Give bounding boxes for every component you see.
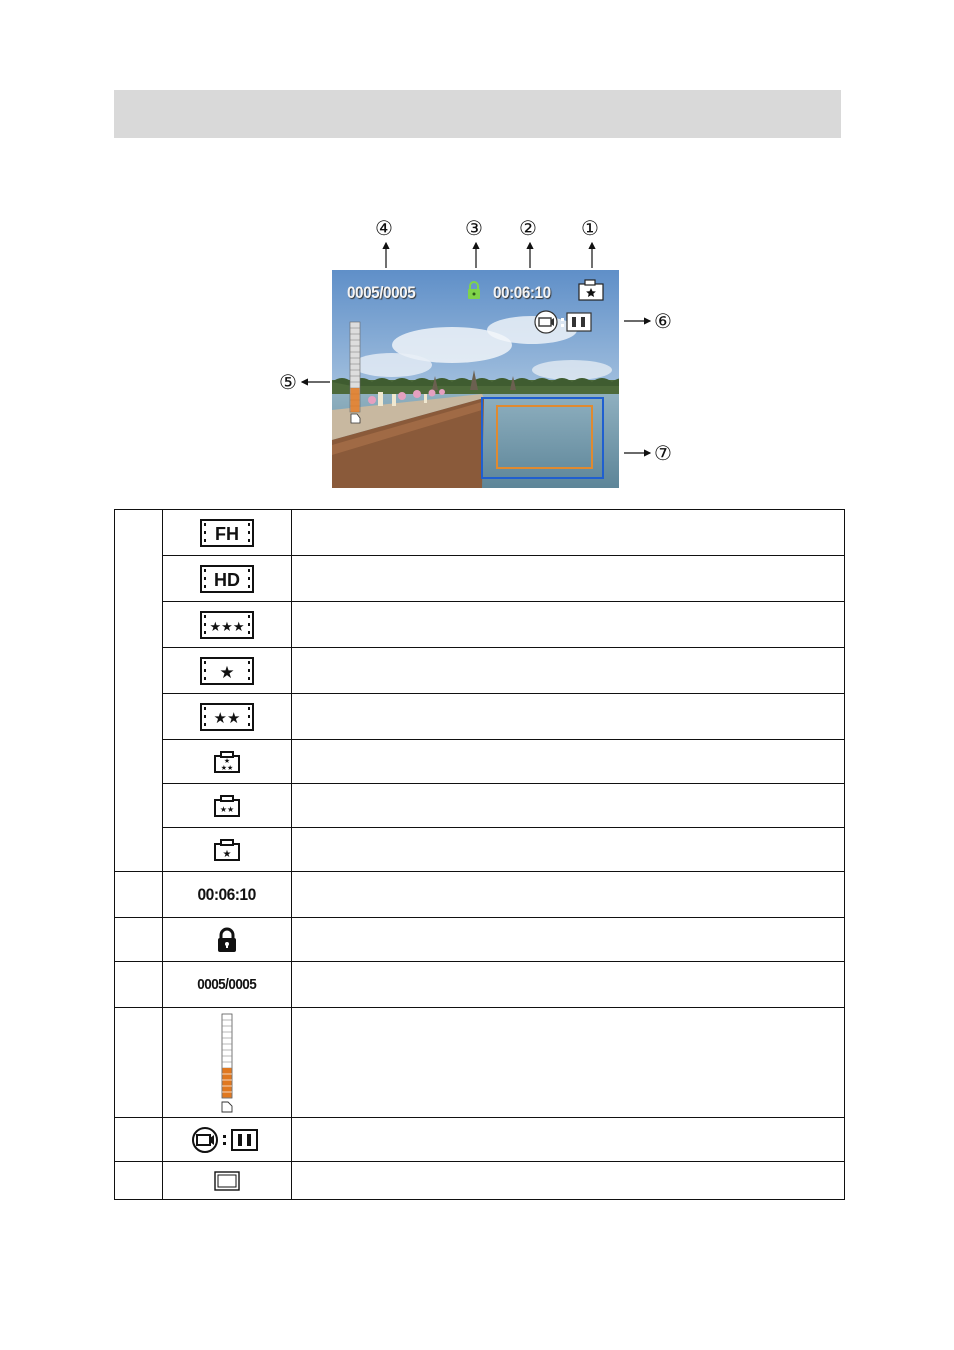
recording-time-label: 00:06:10	[197, 884, 257, 904]
camcorder-screen-figure	[270, 210, 690, 500]
description-cell	[292, 1162, 845, 1200]
description-cell	[292, 784, 845, 828]
description-cell	[292, 648, 845, 694]
row-number-cell	[115, 1118, 163, 1162]
lock-icon	[216, 927, 238, 953]
icon-cell	[163, 694, 292, 740]
description-cell	[292, 510, 845, 556]
svg-text:HD: HD	[214, 569, 240, 590]
icon-cell	[163, 828, 292, 872]
description-cell	[292, 556, 845, 602]
film-hd-icon	[200, 565, 254, 593]
film-fh-icon	[200, 519, 254, 547]
osd-recording-time: 00:06:10	[493, 283, 551, 302]
svg-text:★: ★	[223, 756, 231, 765]
camera-three-star-icon	[213, 750, 241, 774]
svg-text:★★: ★★	[213, 708, 241, 727]
icon-cell	[163, 1162, 292, 1200]
icon-cell	[163, 962, 292, 1008]
icon-cell	[163, 510, 292, 556]
frame-rect-icon	[214, 1171, 240, 1191]
film-two-star-icon	[200, 703, 254, 731]
table-row	[115, 602, 845, 648]
row-number-cell	[115, 962, 163, 1008]
table-row	[115, 648, 845, 694]
osd-file-count: 0005/0005	[347, 283, 416, 302]
svg-text:★★★: ★★★	[209, 619, 245, 635]
row-number-cell	[115, 918, 163, 962]
icon-cell	[163, 602, 292, 648]
file-count-label: 0005/0005	[197, 975, 257, 993]
row-number-cell	[115, 1008, 163, 1118]
table-row	[115, 828, 845, 872]
description-cell	[292, 1118, 845, 1162]
description-cell	[292, 918, 845, 962]
svg-text:★★: ★★	[219, 804, 235, 814]
zoom-bar-icon	[219, 1013, 235, 1113]
table-row	[115, 872, 845, 918]
description-cell	[292, 872, 845, 918]
table-row	[115, 740, 845, 784]
callout-7: ⑦	[654, 441, 672, 465]
table-row	[115, 1162, 845, 1200]
callout-2: ②	[519, 216, 537, 240]
svg-text:FH: FH	[215, 523, 239, 544]
icon-cell	[163, 740, 292, 784]
svg-text:★★: ★★	[220, 763, 234, 772]
row-number-cell	[115, 1162, 163, 1200]
callout-1: ①	[581, 216, 599, 240]
table-row	[115, 556, 845, 602]
svg-text:★: ★	[219, 662, 235, 683]
camera-one-star-icon	[213, 838, 241, 862]
table-row	[115, 784, 845, 828]
callout-4: ④	[375, 216, 393, 240]
icon-cell	[163, 556, 292, 602]
icon-cell	[163, 648, 292, 694]
callout-6: ⑥	[654, 309, 672, 333]
camera-two-star-icon	[213, 794, 241, 818]
table-row	[115, 1118, 845, 1162]
video-pause-icon	[192, 1126, 262, 1154]
icon-cell	[163, 1118, 292, 1162]
icon-cell	[163, 872, 292, 918]
preview-screen	[332, 270, 619, 488]
description-cell	[292, 828, 845, 872]
icon-legend-table	[114, 509, 845, 1200]
film-one-star-icon	[200, 657, 254, 685]
description-cell	[292, 1008, 845, 1118]
callout-5: ⑤	[279, 370, 297, 394]
icon-cell	[163, 1008, 292, 1118]
icon-cell	[163, 918, 292, 962]
description-cell	[292, 740, 845, 784]
table-row	[115, 510, 845, 556]
film-three-star-icon	[200, 611, 254, 639]
table-row	[115, 1008, 845, 1118]
callout-3: ③	[465, 216, 483, 240]
table-row	[115, 962, 845, 1008]
svg-text:★: ★	[222, 848, 232, 860]
description-cell	[292, 602, 845, 648]
description-cell	[292, 962, 845, 1008]
section-header-bar	[114, 90, 841, 138]
description-cell	[292, 694, 845, 740]
icon-cell	[163, 784, 292, 828]
row-number-cell	[115, 510, 163, 872]
table-row	[115, 918, 845, 962]
table-row	[115, 694, 845, 740]
row-number-cell	[115, 872, 163, 918]
